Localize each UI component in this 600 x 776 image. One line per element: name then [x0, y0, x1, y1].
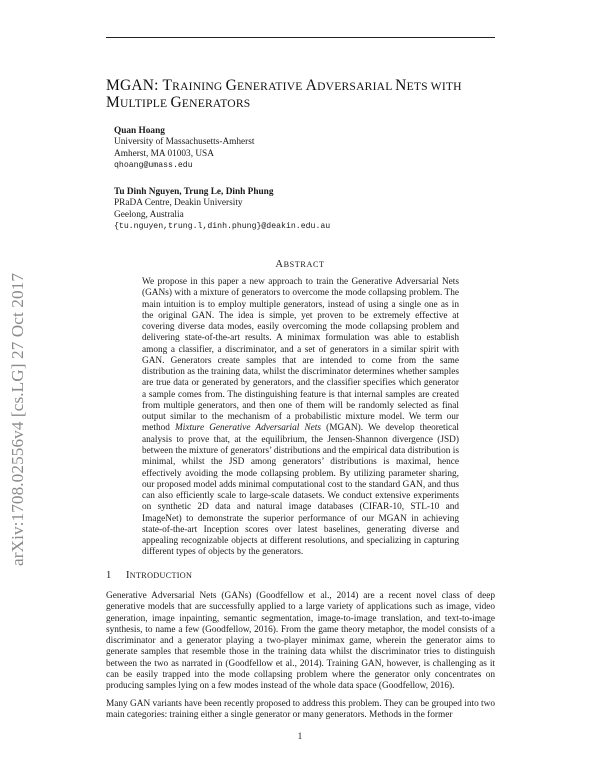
author-email: qhoang@umass.edu: [114, 160, 193, 170]
author-address: Geelong, Australia: [114, 209, 184, 220]
author-email: {tu.nguyen,trung.l,dinh.phung}@deakin.edu.au: [114, 221, 331, 231]
paper-title: [106, 78, 506, 112]
title-line-2: MULTIPLE GENERATORS: [106, 94, 251, 111]
method-name-italic: Mixture Generative Adversarial Nets: [175, 423, 321, 434]
author-affiliation: University of Massachusetts-Amherst: [114, 137, 255, 148]
author-affiliation: PRaDA Centre, Deakin University: [114, 198, 243, 209]
intro-paragraph-1: Generative Adversarial Nets (GANs) (Goodfellow et al., 2014) are a recent novel class of deep generative models that are successfully applied to a large variety of applications such as image, video generation, image inpainting, semantic segmentation, image-to-image translation, and text-to-image synthesis, to name a few (Goodfellow, 2016). From the game theory metaphor, the model consists of a discriminator and a generator playing a two-player minimax game, wherein the generator aims to generate samples that resemble those in the training data whilst the discriminator tries to distinguish between the two as narrated in (Goodfellow et al., 2014). Training GAN, however, is challenging as it can be easily trapped into the mode collapsing problem where the generator only concentrates on producing samples lying on a few modes instead of the whole data space (Goodfellow, 2016).: [106, 591, 495, 692]
intro-paragraph-2: Many GAN variants have been recently proposed to address this problem. They can be grouped into two main categories: training either a single generator or many generators. Methods in the former: [106, 699, 495, 721]
section-heading-introduction: 1 INTRODUCTION: [106, 570, 193, 581]
title-line-1: MGAN: TRAINING GENERATIVE ADVERSARIAL NETS WITH: [106, 77, 462, 94]
author-name: Quan Hoang: [114, 126, 165, 136]
author-block-2: [114, 187, 330, 232]
arxiv-identifier: arXiv:1708.02556v4 [cs.LG] 27 Oct 2017: [8, 272, 27, 566]
abstract-heading: ABSTRACT: [275, 259, 325, 270]
page-number: 1: [297, 732, 303, 742]
author-address: Amherst, MA 01003, USA: [114, 148, 214, 159]
author-name: Tu Dinh Nguyen, Trung Le, Dinh Phung: [114, 187, 274, 197]
abstract-text: We propose in this paper a new approach to train the Generative Adversarial Nets (GANs) with a mixture of generators to overcome the mode collapsing problem. The main intuition is to employ multiple generators, instead of using a single one as in the original GAN. The idea is simple, yet proven to be extremely effective at covering diverse data modes, easily overcoming the mode collapsing problem and delivering state-of-the-art results. A minimax formulation was able to establish among a classifier, a discriminator, and a set of generators in a similar spirit with GAN. Generators create samples that are intended to come from the same distribution as the training data, whilst the discriminator determines whether samples are true data or generated by generators, and the classifier specifies which generator a sample comes from. The distinguishing feature is that internal samples are created from multiple generators, and then one of them will be randomly selected as final output similar to the mechanism of a probabilistic mixture model. We term our method Mixture Generative Adversarial Nets (MGAN). We develop theoretical analysis to prove that, at the equilibrium, the Jensen-Shannon divergence (JSD) between the mixture of generators’ distributions and the empirical data distribution is minimal, whilst the JSD among generators’ distributions is maximal, hence effectively avoiding the mode collapsing problem. By utilizing parameter sharing, our proposed model adds minimal computational cost to the standard GAN, and thus can also efficiently scale to large-scale datasets. We conduct extensive experiments on synthetic 2D data and natural image databases (CIFAR-10, STL-10 and ImageNet) to demonstrate the superior performance of our MGAN in achieving state-of-the-art Inception scores over latest baselines, generating diverse and appealing recognizable objects at different resolutions, and specializing in capturing different types of objects by the generators.: [142, 277, 459, 558]
top-rule: [106, 37, 495, 38]
author-block-1: [114, 126, 254, 171]
